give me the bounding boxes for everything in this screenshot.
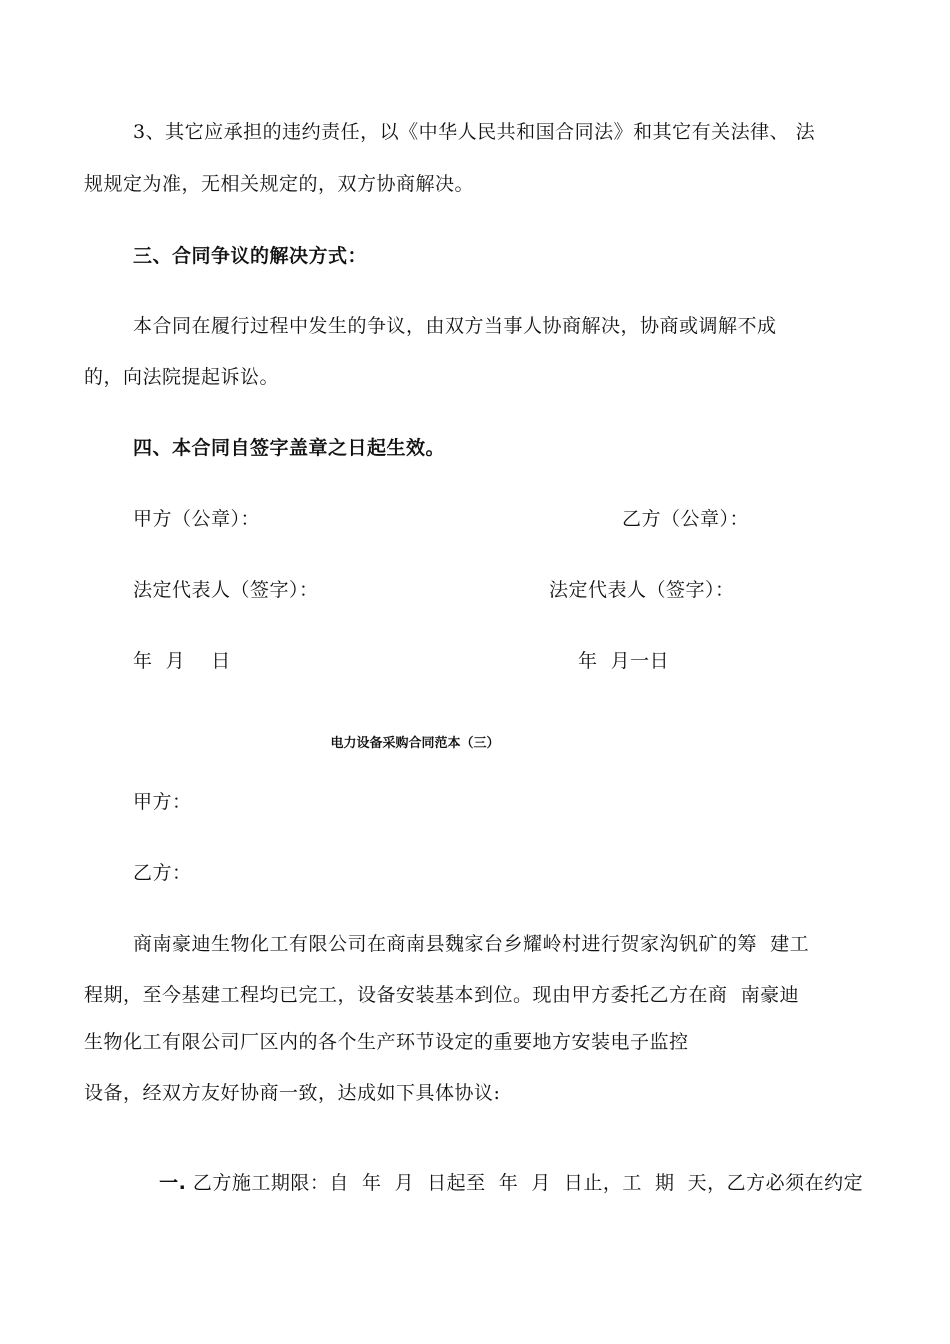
liability-item3-line1: 3、其它应承担的违约责任，以《中华人民共和国合同法》和其它有关法律、 法: [133, 121, 816, 143]
party-b-representative-label: 法定代表人（签字）：: [549, 579, 735, 601]
contract-party-a: 甲方：: [133, 791, 192, 813]
party-a-seal-label: 甲方（公章）：: [133, 508, 261, 530]
contract-intro-line4: 设备，经双方友好协商一致，达成如下具体协议:: [84, 1082, 501, 1104]
effect-heading: 四、本合同自签字盖章之日起生效。: [133, 437, 446, 459]
dispute-body-line2: 的，向法院提起诉讼。: [84, 366, 280, 388]
contract-party-b: 乙方：: [133, 862, 192, 884]
party-a-representative-label: 法定代表人（签字）：: [133, 579, 319, 601]
clause1-text: 乙方施工期限：自 年 月 日起至 年 月 日止，工 期 天，乙方必须在约定: [186, 1172, 864, 1194]
party-b-date: 年 月一日: [578, 650, 670, 672]
contract-clause1: [133, 1147, 863, 1219]
party-a-date: 年 月 日: [133, 650, 231, 672]
party-b-seal-label: 乙方（公章）：: [622, 508, 750, 530]
clause1-number: 一.: [159, 1172, 187, 1194]
liability-item3-line2: 规规定为准，无相关规定的，双方协商解决。: [84, 173, 475, 195]
dispute-heading: 三、合同争议的解决方式：: [133, 245, 368, 267]
dispute-body-line1: 本合同在履行过程中发生的争议，由双方当事人协商解决，协商或调解不成: [133, 315, 777, 337]
contract-intro-line1: 商南豪迪生物化工有限公司在商南县魏家台乡耀岭村进行贺家沟钒矿的筹 建工: [133, 933, 810, 955]
contract-intro-line3: 生物化工有限公司厂区内的各个生产环节设定的重要地方安装电子监控: [84, 1031, 689, 1053]
contract-title: 电力设备采购合同范本（三）: [330, 736, 500, 751]
contract-intro-line2: 程期，至今基建工程均已完工，设备安装基本到位。现由甲方委托乙方在商 南豪迪: [84, 984, 800, 1006]
